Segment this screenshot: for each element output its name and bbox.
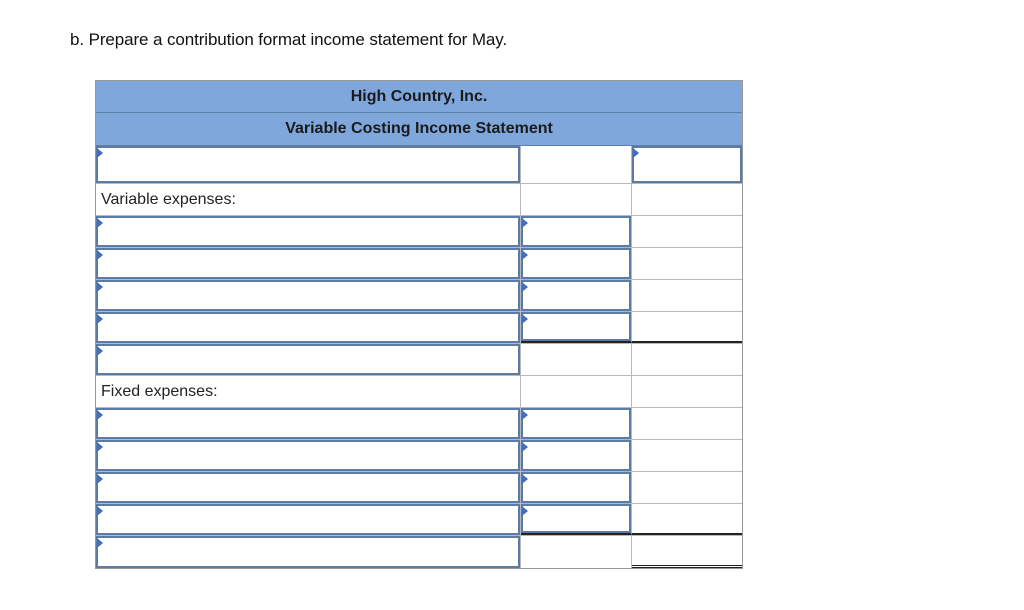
table-row-variable-expense: [96, 216, 742, 248]
variable-expense-amount-input[interactable]: [521, 280, 631, 311]
variable-expense-amount-input[interactable]: [521, 248, 631, 279]
fixed-expense-label-input[interactable]: [96, 472, 520, 503]
table-row-contribution-margin: [96, 344, 742, 376]
table-row-fixed-label: [96, 376, 742, 408]
variable-expense-label-input[interactable]: [96, 248, 520, 279]
fixed-expense-amount-input[interactable]: [521, 408, 631, 439]
table-row-fixed-expense: [96, 504, 742, 536]
table-row-net-operating-income: [96, 536, 742, 568]
fixed-expense-amount-input[interactable]: [521, 472, 631, 503]
fixed-expense-amount-input[interactable]: [521, 440, 631, 471]
variable-expense-amount-input[interactable]: [521, 216, 631, 247]
fixed-expense-label-input[interactable]: [96, 408, 520, 439]
variable-expense-label-input[interactable]: [96, 216, 520, 247]
fixed-expense-label-input[interactable]: [96, 504, 520, 535]
label-cell: [96, 146, 521, 183]
instruction-text: b. Prepare a contribution format income statement for May.: [70, 30, 508, 49]
variable-expense-amount-input[interactable]: [521, 312, 631, 341]
sales-amount-input[interactable]: [632, 146, 742, 183]
table-row-fixed-expense: [96, 440, 742, 472]
variable-expenses-label: Variable expenses:: [101, 190, 236, 208]
table-row-variable-expense: [96, 248, 742, 280]
table-row-fixed-expense: [96, 408, 742, 440]
statement-title: Variable Costing Income Statement: [96, 113, 742, 146]
table-row-sales: [96, 146, 742, 184]
table-row-fixed-expense: [96, 472, 742, 504]
net-income-label-input[interactable]: [96, 536, 520, 568]
amount-cell: [632, 146, 742, 183]
fixed-expense-amount-input[interactable]: [521, 504, 631, 533]
company-name: High Country, Inc.: [96, 81, 742, 113]
income-statement-table: [95, 80, 743, 569]
contribution-margin-label-input[interactable]: [96, 344, 520, 375]
fixed-expenses-label: Fixed expenses:: [101, 382, 218, 400]
variable-expense-label-input[interactable]: [96, 312, 520, 343]
sales-label-input[interactable]: [96, 146, 520, 183]
fixed-expense-label-input[interactable]: [96, 440, 520, 471]
blank-cell: [521, 146, 632, 183]
variable-expense-label-input[interactable]: [96, 280, 520, 311]
table-row-variable-expense: [96, 312, 742, 344]
table-row-variable-label: [96, 184, 742, 216]
table-row-variable-expense: [96, 280, 742, 312]
